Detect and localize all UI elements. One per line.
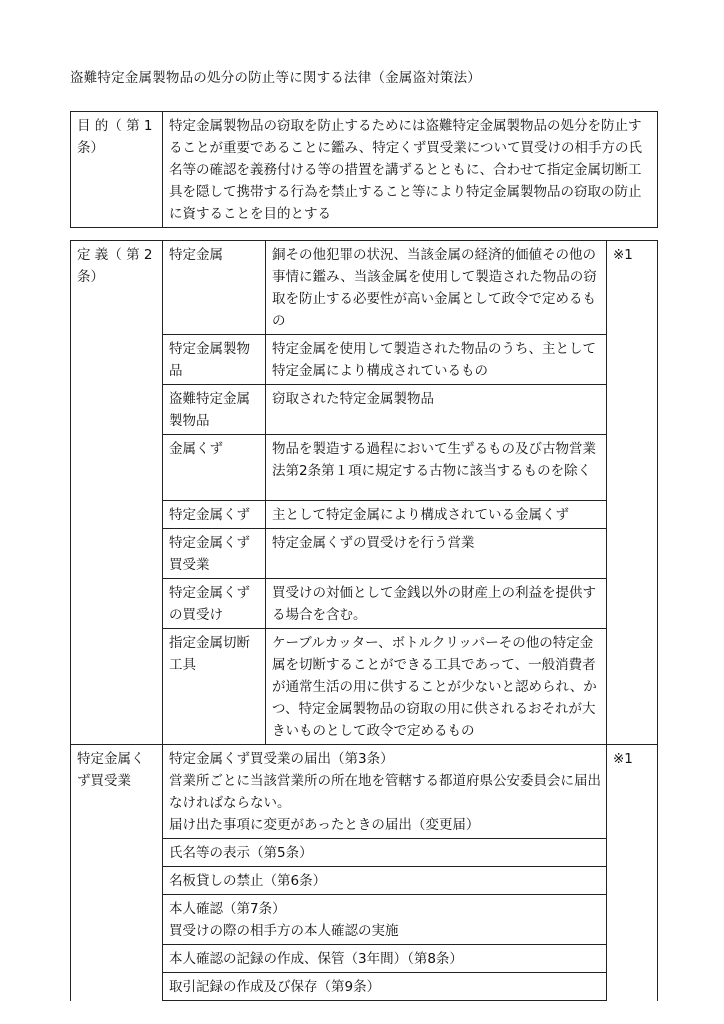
business-item-line: 買受けの際の相手方の本人確認の実施 <box>169 923 399 939</box>
definition-text: 主として特定金属により構成されている金属くず <box>266 501 607 529</box>
business-note: ※1 <box>607 745 658 1001</box>
definition-term: 特定金属くず買受業 <box>163 529 266 579</box>
provisions-table <box>70 240 658 1001</box>
business-item <box>163 745 607 839</box>
business-item <box>163 895 607 945</box>
business-item-line: 氏名等の表示（第5条） <box>169 845 313 861</box>
definition-text: ケーブルカッター、ボトルクリッパーその他の特定金属を切断することができる工具であって、一般消費者が通常生活の用に供することが少ないと認められ、かつ、特定金属製物品の窃取の用に供されるおそれが大きいものとして政令で定めるもの <box>266 629 607 745</box>
business-item <box>163 973 607 1001</box>
definition-row <box>71 241 658 335</box>
business-item-line: 名板貸しの禁止（第6条） <box>169 873 327 889</box>
definition-term: 特定金属くず <box>163 501 266 529</box>
definition-term: 特定金属 <box>163 241 266 335</box>
definition-text: 物品を製造する過程において生ずるもの及び古物営業法第2条第１項に規定する古物に該当するものを除く <box>266 435 607 501</box>
business-item-line: 本人確認（第7条） <box>169 901 286 917</box>
definition-text: 買受けの対価として金銭以外の財産上の利益を提供する場合を含む。 <box>266 579 607 629</box>
purpose-label: 目 的（ 第 1 条） <box>71 112 163 228</box>
document-title: 盗難特定金属製物品の処分の防止等に関する法律（金属盗対策法） <box>70 70 481 86</box>
definition-term: 指定金属切断工具 <box>163 629 266 745</box>
business-item-line: 取引記録の作成及び保存（第9条） <box>169 979 381 995</box>
definition-term: 金属くず <box>163 435 266 501</box>
definition-text: 窃取された特定金属製物品 <box>266 385 607 435</box>
definition-term: 特定金属製物品 <box>163 335 266 385</box>
definition-term: 盗難特定金属製物品 <box>163 385 266 435</box>
business-item-line: 特定金属くず買受業の届出（第3条） <box>169 751 394 767</box>
business-item-line: 届け出た事項に変更があったときの届出（変更届） <box>169 817 480 833</box>
definition-text: 銅その他犯罪の状況、当該金属の経済的価値その他の事情に鑑み、当該金属を使用して製造された物品の窃取を防止する必要性が高い金属として政令で定めるもの <box>266 241 607 335</box>
definitions-label: 定 義（ 第 2 条） <box>71 241 163 745</box>
business-row <box>71 745 658 839</box>
business-item <box>163 839 607 867</box>
definition-text: 特定金属くずの買受けを行う営業 <box>266 529 607 579</box>
definition-text: 特定金属を使用して製造された物品のうち、主として特定金属により構成されているもの <box>266 335 607 385</box>
purpose-text: 特定金属製物品の窃取を防止するためには盗難特定金属製物品の処分を防止することが重要であることに鑑み、特定くず買受業について買受けの相手方の氏名等の確認を義務付ける等の措置を講ずるとともに、合わせて指定金属切断工具を隠して携帯する行為を禁止すること等により特定金属製物品の窃取の防止に資することを目的とする <box>163 112 658 228</box>
definitions-note: ※1 <box>607 241 658 745</box>
business-item <box>163 867 607 895</box>
purpose-row <box>71 112 658 228</box>
business-item-line: 本人確認の記録の作成、保管（3年間）（第8条） <box>169 951 463 967</box>
business-label: 特定金属くず買受業 <box>71 745 163 1001</box>
purpose-table <box>70 111 658 228</box>
business-item-line: 営業所ごとに当該営業所の所在地を管轄する都道府県公安委員会に届出なければならない。 <box>169 773 601 811</box>
business-item <box>163 945 607 973</box>
definition-term: 特定金属くずの買受け <box>163 579 266 629</box>
